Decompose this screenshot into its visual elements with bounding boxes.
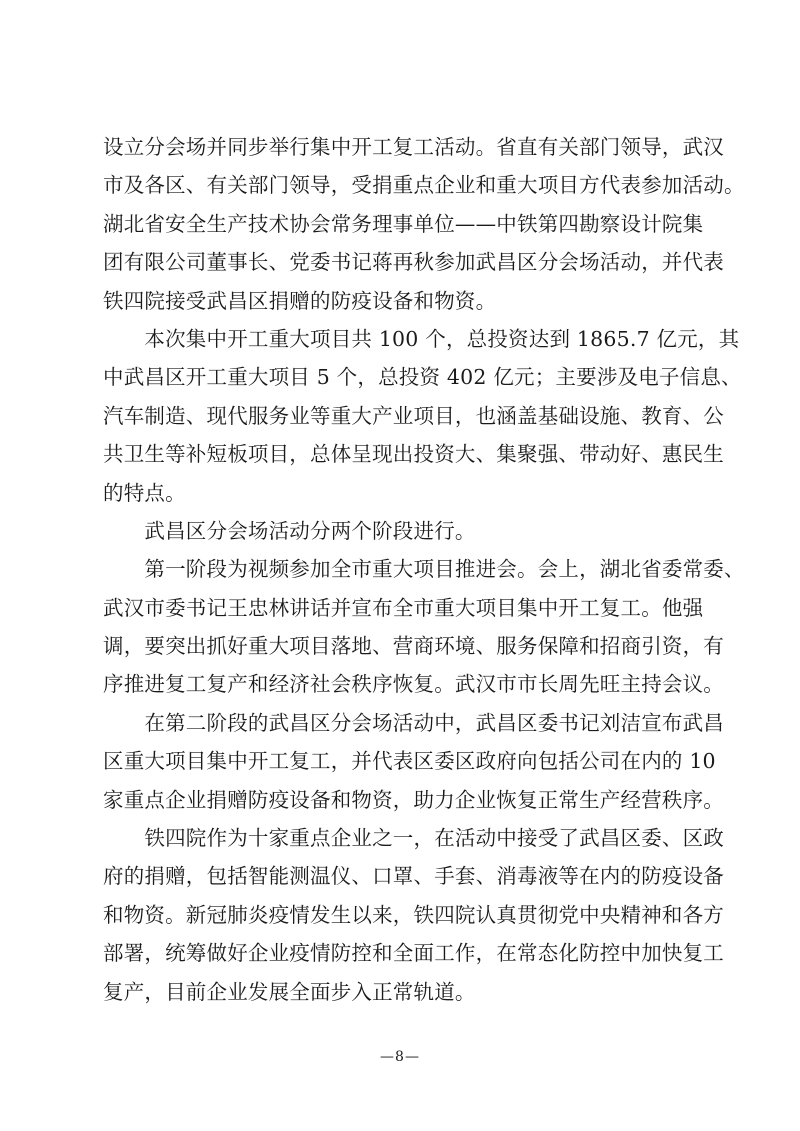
text-line: 家重点企业捐赠防疫设备和物资，助力企业恢复正常生产经营秩序。 — [103, 787, 724, 812]
text-line: 本次集中开工重大项目共 100 个，总投资达到 1865.7 亿元，其 — [103, 326, 740, 351]
text-line: 和物资。新冠肺炎疫情发生以来，铁四院认真贯彻党中央精神和各方 — [103, 902, 724, 927]
text-line: 团有限公司董事长、党委书记蒋再秋参加武昌区分会场活动，并代表 — [103, 250, 724, 275]
text-line: 中武昌区开工重大项目 5 个，总投资 402 亿元；主要涉及电子信息、 — [103, 365, 742, 390]
text-line: 序推进复工复产和经济社会秩序恢复。武汉市市长周先旺主持会议。 — [103, 672, 724, 697]
paragraph-6 — [103, 819, 724, 1011]
paragraph-1 — [103, 128, 745, 320]
text-line: 调，要突出抓好重大项目落地、营商环境、服务保障和招商引资，有 — [103, 634, 724, 659]
text-line: 武汉市委书记王忠林讲话并宣布全市重大项目集中开工复工。他强 — [103, 595, 704, 620]
document-body — [103, 128, 745, 1011]
text-line: 第一阶段为视频参加全市重大项目推进会。会上，湖北省委常委、 — [103, 557, 745, 582]
text-line: 复产，目前企业发展全面步入正常轨道。 — [103, 979, 476, 1004]
page-number: —8— — [380, 1049, 420, 1065]
paragraph-3 — [103, 512, 703, 550]
text-line: 汽车制造、现代服务业等重大产业项目，也涵盖基础设施、教育、公 — [103, 403, 724, 428]
text-line: 湖北省安全生产技术协会常务理事单位——中铁第四勘察设计院集 — [103, 211, 704, 236]
text-line: 的特点。 — [103, 480, 186, 505]
paragraph-5 — [103, 704, 724, 819]
text-line: 武昌区分会场活动分两个阶段进行。 — [103, 518, 476, 543]
text-line: 共卫生等补短板项目，总体呈现出投资大、集聚强、带动好、惠民生 — [103, 442, 724, 467]
paragraph-4 — [103, 550, 745, 704]
text-line: 在第二阶段的武昌区分会场活动中，武昌区委书记刘洁宣布武昌 — [103, 710, 724, 735]
text-line: 市及各区、有关部门领导，受捐重点企业和重大项目方代表参加活动。 — [103, 173, 745, 198]
text-line: 区重大项目集中开工复工，并代表区委区政府向包括公司在内的 10 — [103, 749, 716, 774]
text-line: 铁四院作为十家重点企业之一，在活动中接受了武昌区委、区政 — [103, 826, 724, 851]
text-line: 设立分会场并同步举行集中开工复工活动。省直有关部门领导，武汉 — [103, 135, 724, 159]
paragraph-2 — [103, 320, 742, 512]
text-line: 部署，统筹做好企业疫情防控和全面工作，在常态化防控中加快复工 — [103, 941, 724, 966]
text-line: 铁四院接受武昌区捐赠的防疫设备和物资。 — [103, 288, 497, 313]
text-line: 府的捐赠，包括智能测温仪、口罩、手套、消毒液等在内的防疫设备 — [103, 864, 724, 889]
